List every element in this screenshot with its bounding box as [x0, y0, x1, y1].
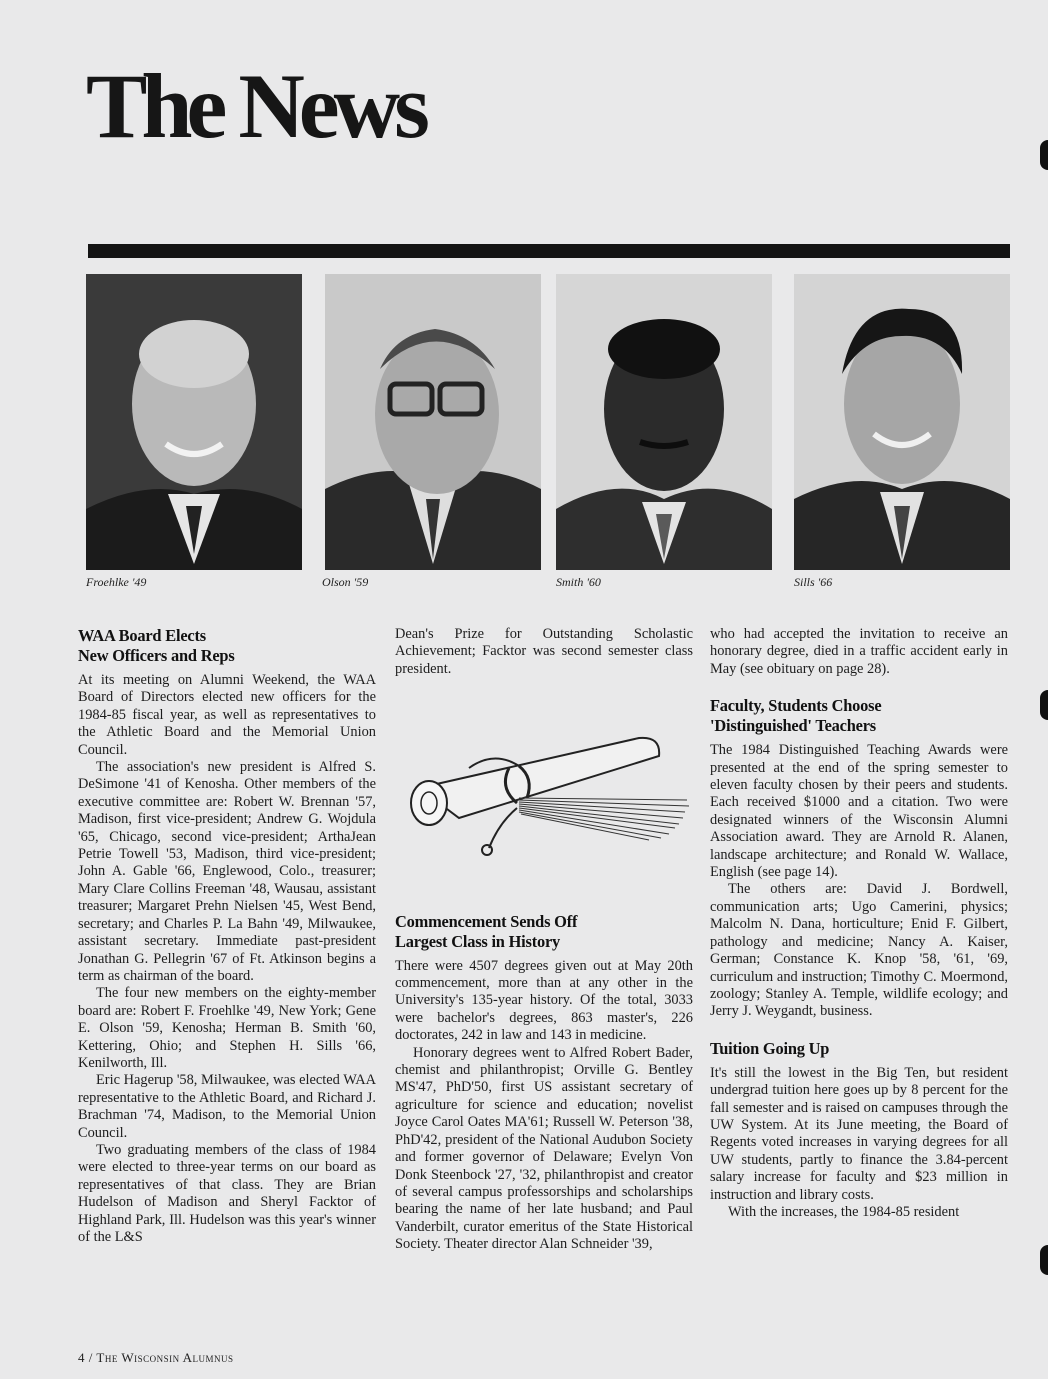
photo-caption-froehlke: Froehlke '49 [86, 575, 147, 589]
body-paragraph: At its meeting on Alumni Weekend, the WAA Board of Directors elected new officers for the 1984-85 fiscal year, as well as representatives to the Athletic Board and the Memorial Union Council. [78, 672, 376, 758]
binding-hole-mark [1040, 690, 1048, 720]
article-column-2 [395, 626, 693, 1254]
photo-caption-smith: Smith '60 [556, 575, 601, 589]
body-paragraph: Honorary degrees went to Alfred Robert Bader, chemist and philanthropist; Orville G. Bentley MS'47, PhD'50, first US assistant secretary of agriculture for science and education; novelist Joyce Carol Oates MA'61; Russell W. Peterson '38, PhD'42, president of the National Audubon Society and former governor of Delaware; Evelyn Von Donk Steenbock '27, '32, philanthropist and creator of several campus professorships and scholarships bearing the name of her late husband; and Paul Vanderbilt, curator emeritus of the State Historical Society. Theater director Alan Schneider '39, [395, 1044, 693, 1253]
body-paragraph: Dean's Prize for Outstanding Scholastic Achievement; Facktor was second semester class president. [395, 626, 693, 677]
diploma-scroll-illustration [399, 728, 689, 868]
article-column-1 [78, 626, 376, 1246]
article-heading-tuition: Tuition Going Up [710, 1038, 830, 1058]
body-paragraph: The others are: David J. Bordwell, communication arts; Ugo Camerini, physics; Malcolm N. Dana, horticulture; Enid F. Gilbert, pathology and medicine; Nancy A. Kaiser, German; Constance K. Knop '58, '61, '69, curriculum and instruction; Timothy C. Moermond, zoology; Stanley A. Temple, wildlife ecology; and Jerry J. Weygandt, business. [710, 881, 1008, 1020]
article-heading-commencement: Commencement Sends Off Largest Class in History [395, 911, 578, 951]
photo-caption-olson: Olson '59 [322, 575, 369, 589]
body-paragraph: The association's new president is Alfred S. DeSimone '41 of Kenosha. Other members of the executive committee are: Robert W. Brennan '57, Madison, first vice-president; Andrew G. Wojdula '65, Chicago, second vice-president; ArthaJean Petrie Towell '53, Madison, third vice-president; John A. Gable '66, Englewood, Colo., treasurer; Mary Clare Collins Freeman '48, Wausau, assistant treasurer; Margaret Prehn Nielsen '45, West Bend, secretary; and Charles P. La Bahn '49, Milwaukee, assistant secretary. Immediate past-president Jonathan G. Pellegrin '67 of Ft. Atkinson begins a term as chairman of the board. [78, 759, 376, 984]
body-paragraph: Two graduating members of the class of 1984 were elected to three-year terms on our board as representatives of that class. They are Brian Hudelson of Madison and Sheryl Facktor of Highland Park, Ill. Hudelson was this year's winner of the L&S [78, 1141, 376, 1245]
binding-hole-mark [1040, 140, 1048, 170]
article-heading-waa-board: WAA Board Elects New Officers and Reps [78, 626, 235, 665]
binding-hole-mark [1040, 1245, 1048, 1275]
body-paragraph: With the increases, the 1984-85 resident [728, 1203, 960, 1220]
photo-caption-sills: Sills '66 [794, 575, 833, 589]
body-paragraph: Eric Hagerup '58, Milwaukee, was elected WAA representative to the Athletic Board, and Richard J. Brachman '74, Madison, to the Memorial Union Council. [78, 1072, 376, 1141]
body-paragraph: The four new members on the eighty-member board are: Robert F. Froehlke '49, New York; Gene E. Olson '59, Kenosha; Herman B. Smith '60, Kettering, Ohio; and Stephen H. Sills '66, Kenilworth, Ill. [78, 985, 376, 1071]
portrait-photo-sills [794, 274, 1010, 570]
portrait-photo-olson [325, 274, 541, 570]
article-heading-teaching-awards: Faculty, Students Choose 'Distinguished' Teachers [710, 696, 882, 736]
portrait-photo-smith [556, 274, 772, 570]
page-footer: 4 / The Wisconsin Alumnus [78, 1350, 234, 1365]
portrait-photo-froehlke [86, 274, 302, 570]
masthead-title: The News [86, 55, 424, 157]
body-paragraph: who had accepted the invitation to receive an honorary degree, died in a traffic accident early in May (see obituary on page 28). [710, 626, 1008, 677]
masthead-rule [88, 244, 1010, 258]
body-paragraph: There were 4507 degrees given out at May 20th commencement, more than at any other in the University's 135-year history. Of the total, 3033 were bachelor's degrees, 863 master's, 226 doctorates, 242 in law and 143 in medicine. [395, 957, 693, 1044]
article-column-3 [710, 626, 1008, 1221]
body-paragraph: It's still the lowest in the Big Ten, but resident undergrad tuition here goes up by 8 percent for the fall semester and is raised on campuses through the UW System. At its June meeting, the Board of Regents voted increases in varying degrees for all UW students, partly to finance the 3.84-percent salary increase for faculty and $23 million in instruction and library costs. [710, 1064, 1008, 1203]
body-paragraph: The 1984 Distinguished Teaching Awards were presented at the end of the spring semester to eleven faculty chosen by their peers and students. Each received $1000 and a citation. Two were designated winners of the Wisconsin Alumni Association award. They are Arnold R. Alanen, landscape architecture; and Ronald W. Wallace, English (see page 14). [710, 742, 1008, 881]
